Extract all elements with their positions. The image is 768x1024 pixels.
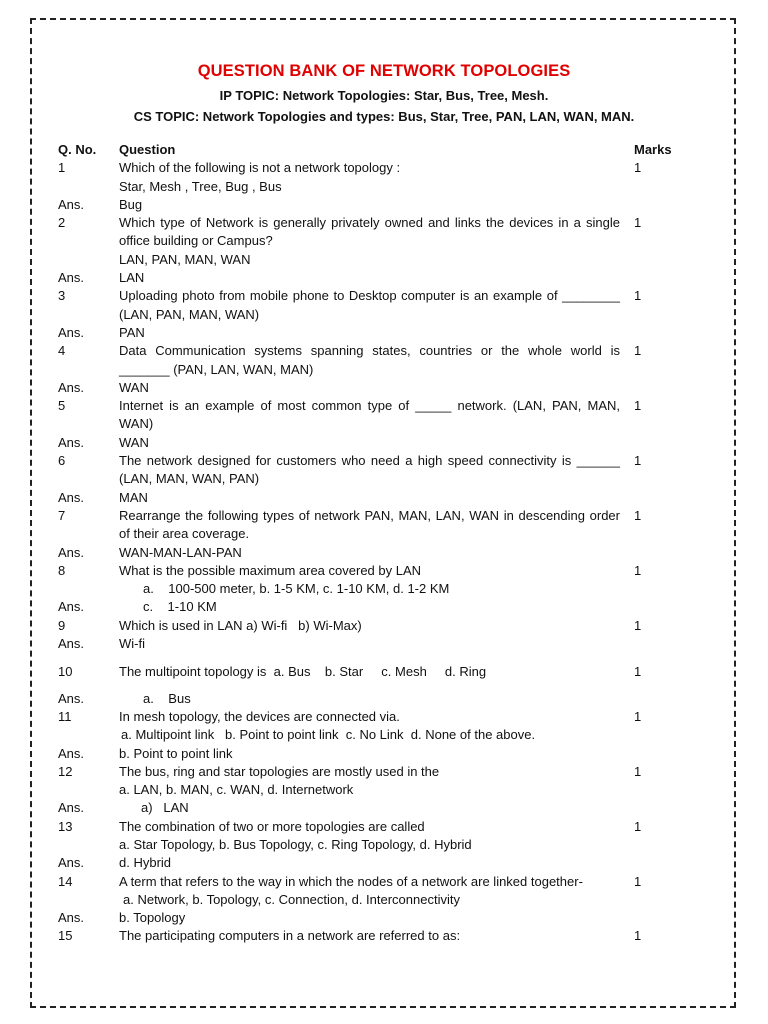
answer-text: WAN (119, 434, 149, 450)
table-row (58, 507, 698, 544)
answer-text: a. Bus (143, 690, 191, 706)
question-number: 5 (58, 398, 66, 414)
table-row (58, 397, 698, 434)
header-question: Question (119, 142, 176, 157)
answer-label: Ans. (58, 379, 85, 395)
answer-label: Ans. (58, 489, 85, 505)
question-marks: 1 (634, 288, 642, 304)
table-row (58, 159, 698, 196)
question-number: 10 (58, 664, 73, 680)
question-marks: 1 (634, 928, 642, 944)
question-marks: 1 (634, 873, 642, 889)
question-text: Which is used in LAN a) Wi-fi b) Wi-Max) (119, 617, 362, 633)
question-text: Internet is an example of most common type of _____ network. (LAN, PAN, MAN, WAN) (119, 398, 620, 432)
question-number: 14 (58, 873, 73, 889)
question-marks: 1 (634, 343, 642, 359)
question-text: The bus, ring and star topologies are mostly used in the (119, 763, 440, 779)
table-row (58, 214, 698, 269)
question-text: Data Communication systems spanning states, countries or the whole world is _______ (PAN, LAN, WAN, MAN) (119, 343, 620, 377)
answer-text: b. Point to point link (119, 745, 233, 761)
question-marks: 1 (634, 708, 642, 724)
table-row (58, 873, 698, 910)
answer-label: Ans. (58, 434, 85, 450)
question-number: 3 (58, 288, 66, 304)
answer-label: Ans. (58, 636, 85, 652)
answer-text: WAN (119, 379, 149, 395)
answer-row (58, 745, 698, 763)
answer-text: WAN-MAN-LAN-PAN (119, 544, 242, 560)
answer-label: Ans. (58, 599, 85, 615)
table-row (58, 617, 698, 635)
question-text: Rearrange the following types of network PAN, MAN, LAN, WAN in descending order of their area coverage. (119, 507, 620, 542)
question-number: 13 (58, 818, 73, 834)
answer-row (58, 635, 698, 653)
question-number: 4 (58, 343, 66, 359)
answer-row (58, 379, 698, 397)
question-text: The combination of two or more topologies are called (119, 818, 425, 834)
question-marks: 1 (634, 398, 642, 414)
question-number: 7 (58, 507, 66, 523)
table-row (58, 927, 698, 945)
question-text: The multipoint topology is a. Bus b. Star c. Mesh d. Ring (119, 664, 487, 680)
answer-row (58, 909, 698, 927)
answer-row (58, 324, 698, 342)
answer-text: a) LAN (141, 800, 189, 816)
question-marks: 1 (634, 818, 642, 834)
question-number: 9 (58, 617, 66, 633)
table-row (58, 653, 698, 689)
question-options: LAN, PAN, MAN, WAN (119, 251, 251, 267)
answer-label: Ans. (58, 800, 85, 816)
question-text: Uploading photo from mobile phone to Desktop computer is an example of ________ (LAN, PAN, MAN, WAN) (119, 288, 620, 322)
question-options: a. LAN, b. MAN, c. WAN, d. Internetwork (119, 782, 354, 798)
question-options: a. 100-500 meter, b. 1-5 KM, c. 1-10 KM, d. 1-2 KM (143, 581, 450, 597)
answer-text: MAN (119, 489, 148, 505)
answer-text: d. Hybrid (119, 855, 172, 871)
question-text: Which type of Network is generally privately owned and links the devices in a single office building or Campus? (119, 215, 620, 249)
answer-label: Ans. (58, 855, 85, 871)
answer-row (58, 690, 698, 708)
answer-text: Bug (119, 196, 143, 212)
table-row (58, 818, 698, 855)
question-text: The network designed for customers who need a high speed connectivity is ______ (LAN, MAN, WAN, PAN) (119, 453, 620, 487)
answer-label: Ans. (58, 196, 85, 212)
answer-text: c. 1-10 KM (143, 599, 217, 615)
question-number: 8 (58, 562, 66, 578)
question-table (58, 141, 698, 946)
table-row (58, 763, 698, 800)
table-row (58, 708, 698, 745)
question-options: a. Multipoint link b. Point to point link c. No Link d. None of the above. (121, 727, 536, 743)
answer-label: Ans. (58, 544, 85, 560)
cs-topic: CS TOPIC: Network Topologies and types: Bus, Star, Tree, PAN, LAN, WAN, MAN. (133, 109, 635, 124)
answer-text: b. Topology (119, 910, 186, 926)
answer-row (58, 434, 698, 452)
answer-row (58, 196, 698, 214)
question-number: 6 (58, 453, 66, 469)
question-marks: 1 (634, 664, 642, 680)
answer-text: Wi-fi (119, 636, 145, 652)
question-marks: 1 (634, 562, 642, 578)
ip-topic: IP TOPIC: Network Topologies: Star, Bus, Tree, Mesh. (219, 88, 549, 103)
question-number: 2 (58, 215, 66, 231)
answer-label: Ans. (58, 910, 85, 926)
table-row (58, 287, 698, 324)
answer-row (58, 489, 698, 507)
question-text: The participating computers in a network are referred to as: (119, 928, 461, 944)
question-number: 12 (58, 763, 73, 779)
answer-label: Ans. (58, 745, 85, 761)
answer-row (58, 799, 698, 817)
question-number: 1 (58, 160, 66, 176)
answer-label: Ans. (58, 690, 85, 706)
question-options: a. Star Topology, b. Bus Topology, c. Ring Topology, d. Hybrid (119, 836, 472, 852)
answer-text: PAN (119, 324, 145, 340)
question-text: In mesh topology, the devices are connected via. (119, 708, 400, 724)
answer-label: Ans. (58, 324, 85, 340)
answer-text: LAN (119, 270, 145, 286)
question-marks: 1 (634, 215, 642, 231)
table-row (58, 452, 698, 489)
question-marks: 1 (634, 160, 642, 176)
question-options: a. Network, b. Topology, c. Connection, d. Interconnectivity (123, 891, 460, 907)
question-marks: 1 (634, 617, 642, 633)
question-text: A term that refers to the way in which the nodes of a network are linked together- (119, 873, 583, 889)
question-text: Which of the following is not a network topology : (119, 160, 401, 176)
header-marks: Marks (634, 142, 672, 157)
answer-row (58, 544, 698, 562)
question-options: Star, Mesh , Tree, Bug , Bus (119, 178, 282, 194)
table-header (58, 141, 698, 159)
answer-row (58, 269, 698, 287)
header-qno: Q. No. (58, 142, 97, 157)
table-row (58, 562, 698, 599)
question-number: 11 (58, 708, 72, 724)
question-number: 15 (58, 928, 73, 944)
answer-label: Ans. (58, 270, 85, 286)
question-marks: 1 (634, 763, 642, 779)
question-marks: 1 (634, 453, 642, 469)
page-title: QUESTION BANK OF NETWORK TOPOLOGIES (197, 62, 571, 80)
answer-row (58, 598, 698, 616)
table-row (58, 342, 698, 379)
question-text: What is the possible maximum area covered by LAN (119, 562, 422, 578)
question-marks: 1 (634, 507, 642, 523)
answer-row (58, 854, 698, 872)
